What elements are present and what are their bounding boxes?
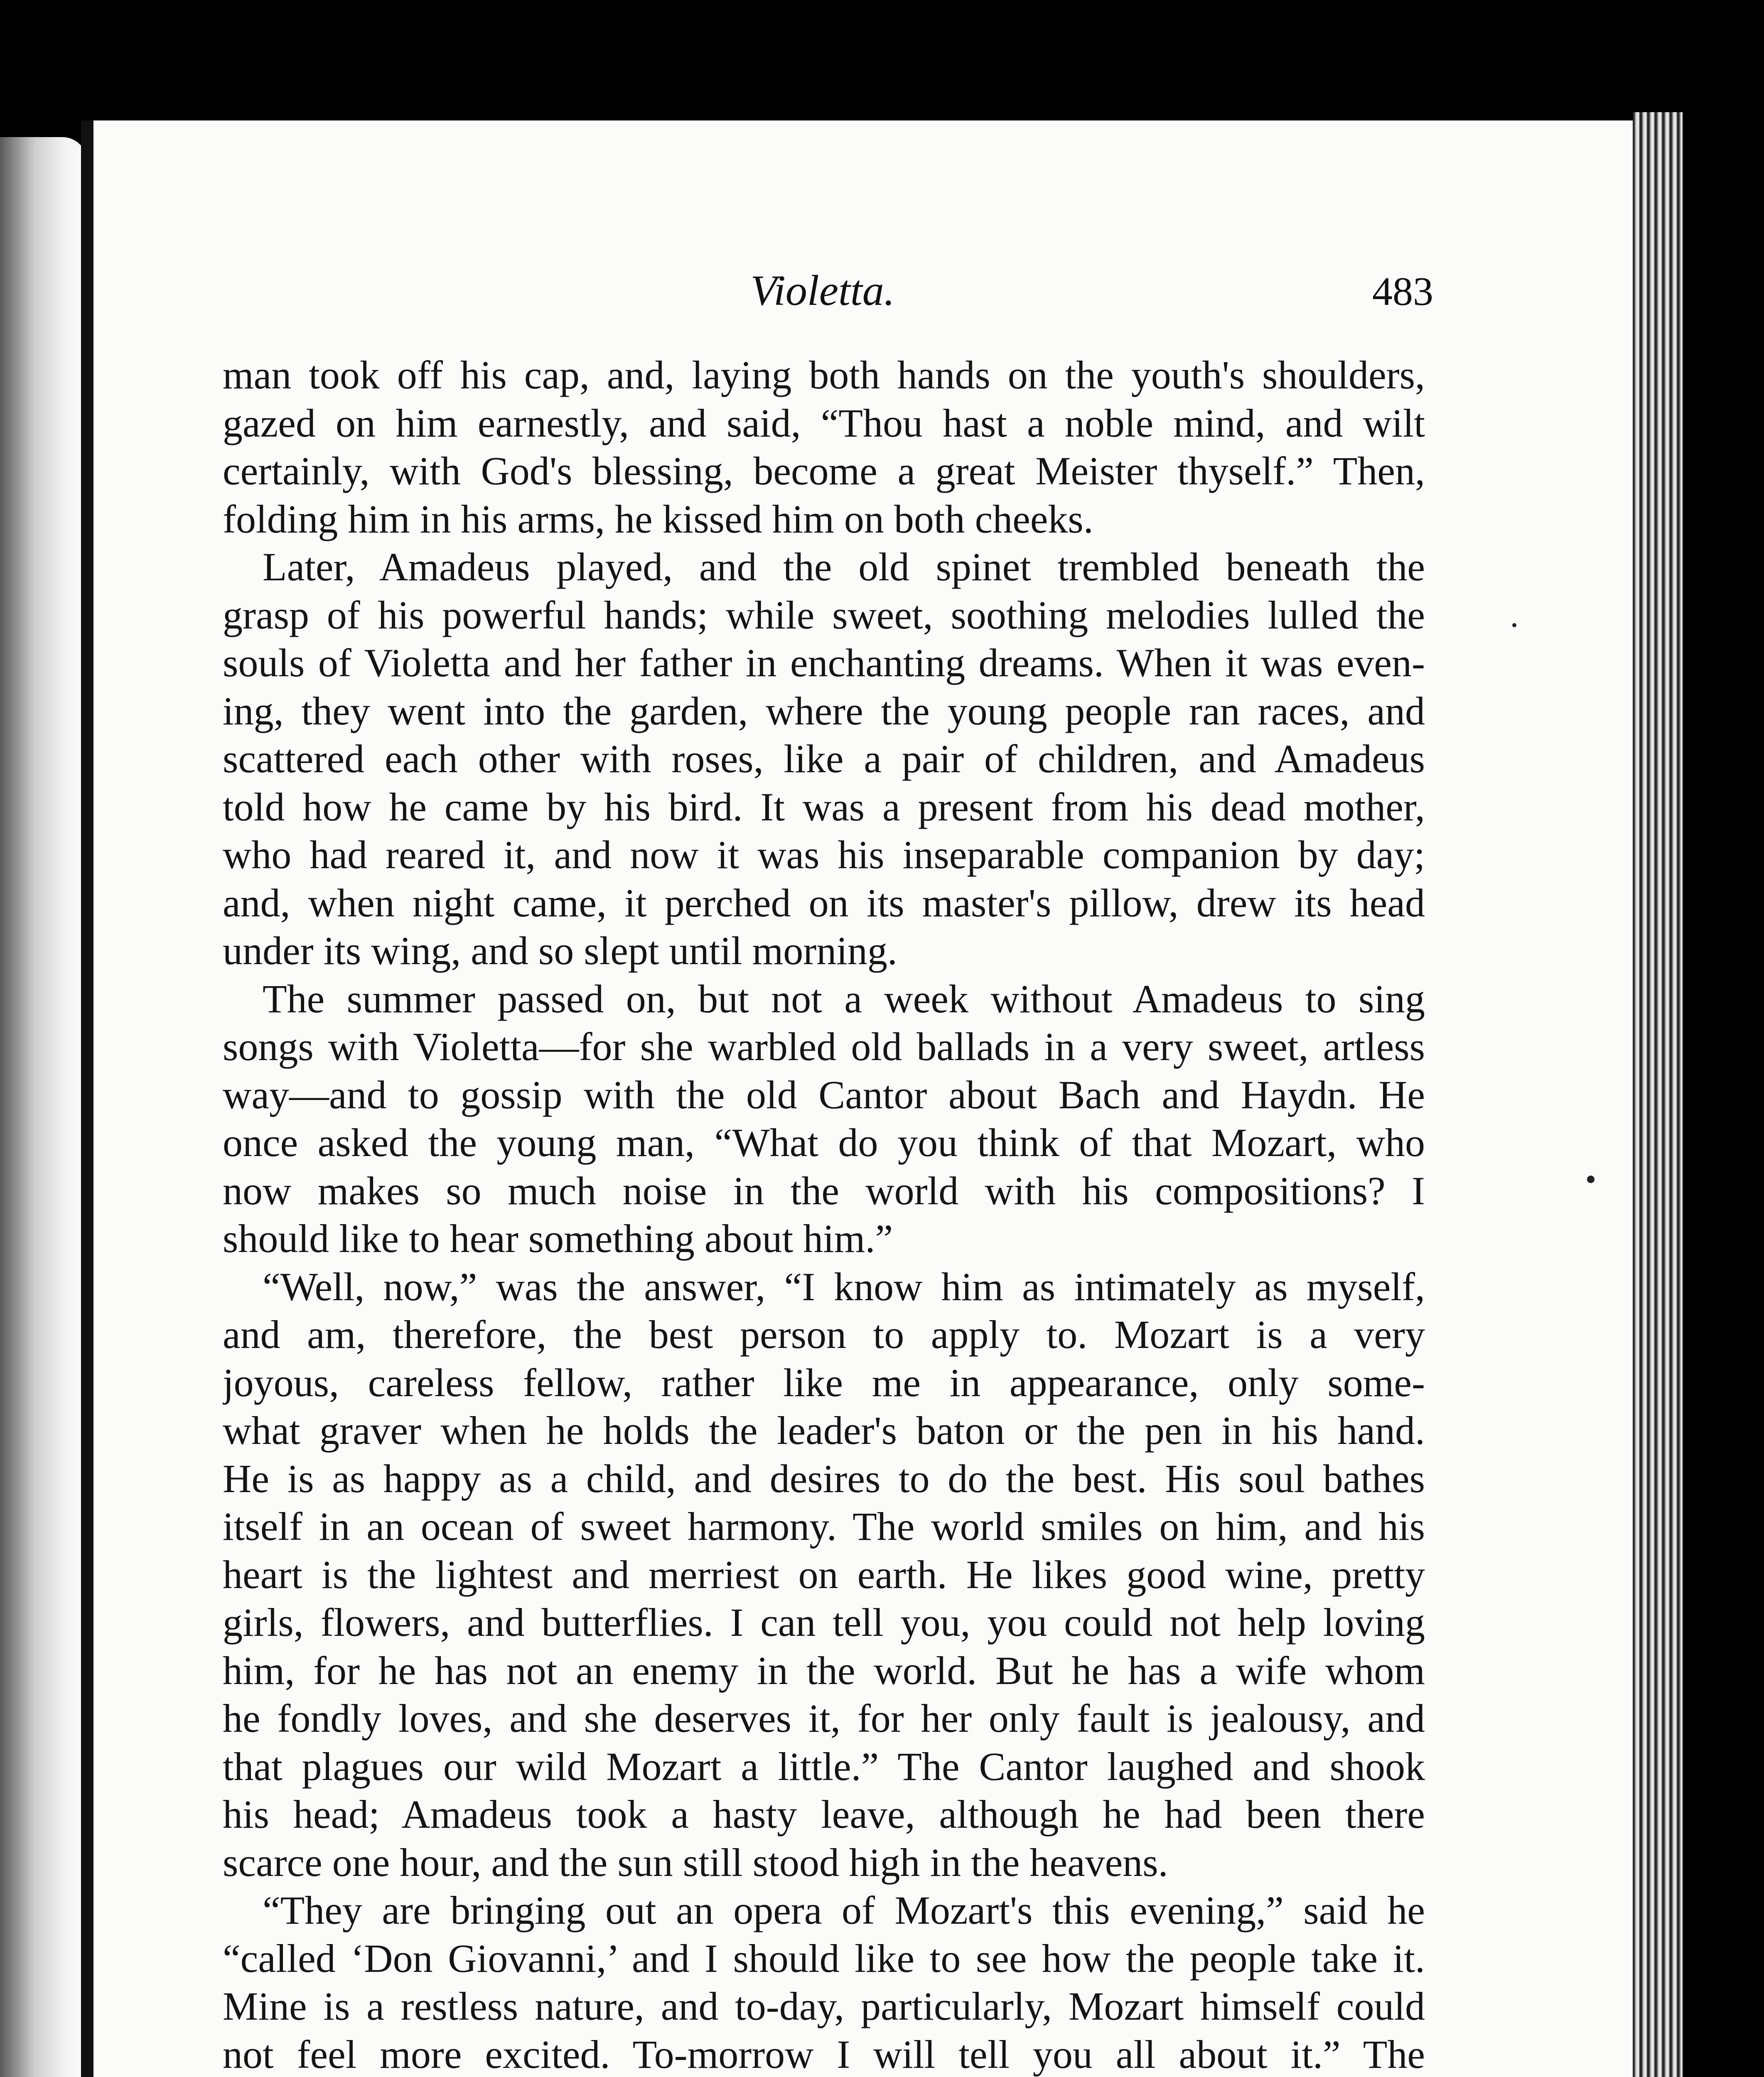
page-header xyxy=(216,266,1433,324)
text-line: He is as happy as a child, and desires to do the best. His soul bathes xyxy=(223,1456,1425,1501)
left-page-edge xyxy=(0,137,87,2077)
text-line: now makes so much noise in the world with his compositions? I xyxy=(223,1168,1425,1213)
text-line: and am, therefore, the best person to apply to. Mozart is a very xyxy=(223,1312,1425,1357)
text-line: heart is the lightest and merriest on earth. He likes good wine, pretty xyxy=(223,1552,1425,1597)
text-line: songs with Violetta—for she warbled old ballads in a very sweet, artless xyxy=(223,1024,1425,1069)
text-line: what graver when he holds the leader's baton or the pen in his hand. xyxy=(223,1408,1425,1453)
page-number: 483 xyxy=(1372,269,1433,314)
text-line: gazed on him earnestly, and said, “Thou hast a noble mind, and wilt xyxy=(223,400,1425,445)
text-line: should like to hear something about him.” xyxy=(223,1216,893,1261)
text-line: joyous, careless fellow, rather like me in appearance, only some- xyxy=(223,1360,1425,1405)
text-line: under its wing, and so slept until morning. xyxy=(223,928,897,973)
text-line: his head; Amadeus took a hasty leave, although he had been there xyxy=(223,1792,1425,1836)
text-line: not feel more excited. To-morrow I will tell you all about it.” The xyxy=(223,2032,1425,2077)
text-line: itself in an ocean of sweet harmony. The world smiles on him, and his xyxy=(223,1504,1425,1549)
text-line: who had reared it, and now it was his inseparable companion by day; xyxy=(223,832,1425,877)
text-line: that plagues our wild Mozart a little.” The Cantor laughed and shook xyxy=(223,1744,1425,1789)
text-line: souls of Violetta and her father in enchanting dreams. When it was even- xyxy=(223,641,1425,685)
text-line: and, when night came, it perched on its master's pillow, drew its head xyxy=(223,880,1425,925)
running-title: Violetta. xyxy=(750,267,895,314)
text-line: “Well, now,” was the answer, “I know him as intimately as myself, xyxy=(263,1264,1425,1309)
text-line: certainly, with God's blessing, become a great Meister thyself.” Then, xyxy=(223,449,1425,493)
text-line: scattered each other with roses, like a pair of children, and Amadeus xyxy=(223,737,1425,781)
body-text xyxy=(223,351,1425,2077)
text-line: “They are bringing out an opera of Mozart's this evening,” said he xyxy=(263,1888,1425,1932)
text-line: girls, flowers, and butterflies. I can tell you, you could not help loving xyxy=(223,1600,1425,1645)
text-line: “called ‘Don Giovanni,’ and I should like to see how the people take it. xyxy=(223,1936,1425,1981)
text-line: told how he came by his bird. It was a present from his dead mother, xyxy=(223,784,1425,829)
text-line: Later, Amadeus played, and the old spinet trembled beneath the xyxy=(263,545,1425,589)
book-gutter xyxy=(81,120,93,2077)
text-line: man took off his cap, and, laying both hands on the youth's shoulders, xyxy=(223,353,1425,397)
text-line: grasp of his powerful hands; while sweet, soothing melodies lulled the xyxy=(223,592,1425,637)
text-line: once asked the young man, “What do you think of that Mozart, who xyxy=(223,1120,1425,1165)
page-block-edges xyxy=(1633,112,1683,2077)
text-line: Mine is a restless nature, and to-day, particularly, Mozart himself could xyxy=(223,1984,1425,2028)
text-line: him, for he has not an enemy in the world. But he has a wife whom xyxy=(223,1648,1425,1693)
dust-speck xyxy=(1512,623,1516,627)
text-line: way—and to gossip with the old Cantor about Bach and Haydn. He xyxy=(223,1072,1425,1117)
text-line: ing, they went into the garden, where the young people ran races, and xyxy=(223,688,1425,733)
text-line: he fondly loves, and she deserves it, for her only fault is jealousy, and xyxy=(223,1696,1425,1741)
text-line: scarce one hour, and the sun still stood high in the heavens. xyxy=(223,1840,1168,1885)
text-line: folding him in his arms, he kissed him on both cheeks. xyxy=(223,496,1093,541)
text-line: The summer passed on, but not a week without Amadeus to sing xyxy=(263,976,1425,1021)
dust-speck xyxy=(1587,1176,1594,1183)
